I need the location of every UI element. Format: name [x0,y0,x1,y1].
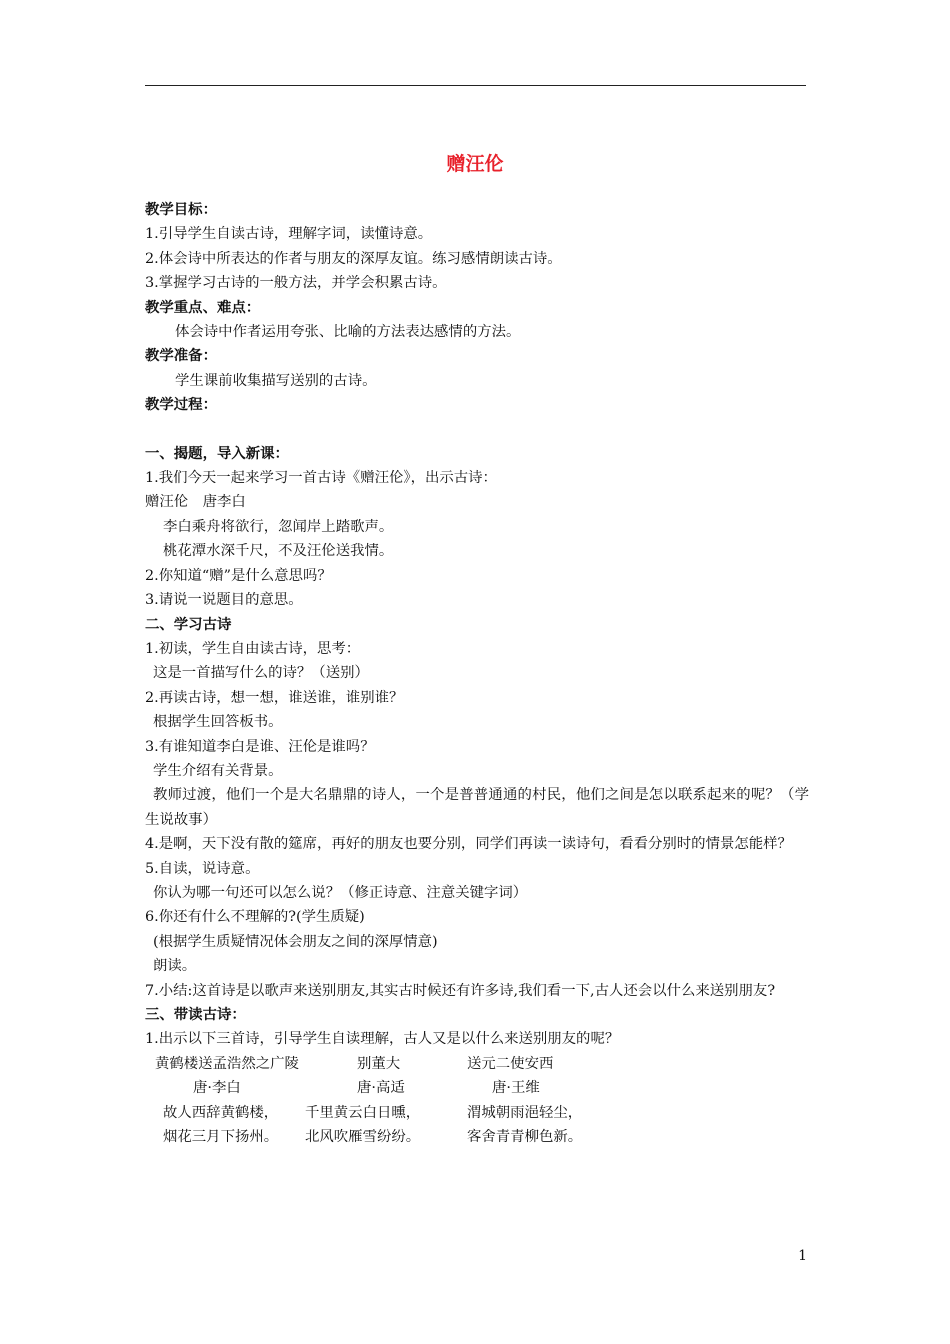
part2-paragraph: 教师过渡，他们一个是大名鼎鼎的诗人，一个是普普通通的村民，他们之间是怎以联系起来的呢？（学生说故事） [145,787,809,828]
poem-line: 故人西辞黄鹤楼， [163,1104,279,1121]
part2-line: 朗读。 [153,958,197,975]
poem-table [145,1052,809,1150]
poem-title-line: 赠汪伦 唐李白 [145,494,246,511]
part1-heading: 一、揭题，导入新课： [145,445,289,462]
poem-author: 唐·王维 [492,1080,540,1097]
part2-line: 2.再读古诗，想一想，谁送谁，谁别谁？ [145,689,404,706]
part2-line: 6.你还有什么不理解的?(学生质疑) [145,909,365,926]
part2-line: 这是一首描写什么的诗？（送别） [153,665,369,682]
poem-line1-row [145,1101,809,1125]
keypoints-text: 体会诗中作者运用夸张、比喻的方法表达感情的方法。 [175,324,521,341]
part2-paragraph: 7.小结:这首诗是以歌声来送别朋友,其实古时候还有许多诗,我们看一下,古人还会以什么来送别朋友? [145,982,776,999]
poem-titles-row [145,1052,809,1076]
document-body [145,198,809,1149]
part2-heading: 二、学习古诗 [145,616,232,633]
poem-author: 唐·李白 [193,1080,241,1097]
part2-line: 你认为哪一句还可以怎么说？（修正诗意、注意关键字词） [153,884,528,901]
poem-title: 送元二使安西 [467,1055,554,1072]
goal-item: 2.体会诗中所表达的作者与朋友的深厚友谊。练习感情朗读古诗。 [145,250,562,267]
part3-line: 1.出示以下三首诗，引导学生自读理解，古人又是以什么来送别朋友的呢？ [145,1031,620,1048]
part2-line: 1.初读，学生自由读古诗，思考： [145,640,361,657]
part2-line: (根据学生质疑情况体会朋友之间的深厚情意) [153,933,438,950]
poem-author: 唐·高适 [357,1080,405,1097]
poem-line: 北风吹雁雪纷纷。 [305,1129,421,1146]
prep-heading: 教学准备： [145,348,217,365]
goals-heading: 教学目标： [145,202,217,218]
poem-line: 客舍青青柳色新。 [467,1129,583,1146]
keypoints-heading: 教学重点、难点： [145,299,261,316]
page-title: 赠汪伦 [446,153,504,175]
blank-line [145,418,809,442]
poem-line: 烟花三月下扬州。 [163,1129,279,1146]
poem-title: 黄鹤楼送孟浩然之广陵 [155,1055,299,1072]
poem-title: 别董大 [357,1055,401,1072]
prep-text: 学生课前收集描写送别的古诗。 [175,372,377,389]
poem-authors-row [145,1076,809,1100]
header-rule [145,85,806,86]
part2-line: 学生介绍有关背景。 [153,762,283,779]
poem-line: 千里黄云白日曛， [305,1104,421,1121]
part1-line: 1.我们今天一起来学习一首古诗《赠汪伦》，出示古诗： [145,470,497,487]
part2-paragraph: 4.是啊，天下没有散的筵席，再好的朋友也要分别，同学们再读一读诗句，看看分别时的情景怎能样？ [145,836,792,853]
part2-line: 根据学生回答板书。 [153,714,283,731]
poem-verse: 桃花潭水深千尺，不及汪伦送我情。 [163,543,394,560]
goal-item: 3.掌握学习古诗的一般方法，并学会积累古诗。 [145,275,447,292]
poem-line: 渭城朝雨浥轻尘， [467,1104,583,1121]
page-number: 1 [798,1248,807,1264]
part1-line: 2.你知道“赠”是什么意思吗？ [145,567,332,584]
poem-line2-row [145,1125,809,1149]
part1-line: 3.请说一说题目的意思。 [145,592,303,609]
goal-item: 1.引导学生自读古诗，理解字词，读懂诗意。 [145,226,433,243]
process-heading: 教学过程： [145,397,217,414]
part2-line: 5.自读，说诗意。 [145,860,260,877]
part3-heading: 三、带读古诗： [145,1007,246,1023]
poem-verse: 李白乘舟将欲行，忽闻岸上踏歌声。 [163,518,394,535]
part2-line: 3.有谁知道李白是谁、汪伦是谁吗？ [145,738,375,755]
